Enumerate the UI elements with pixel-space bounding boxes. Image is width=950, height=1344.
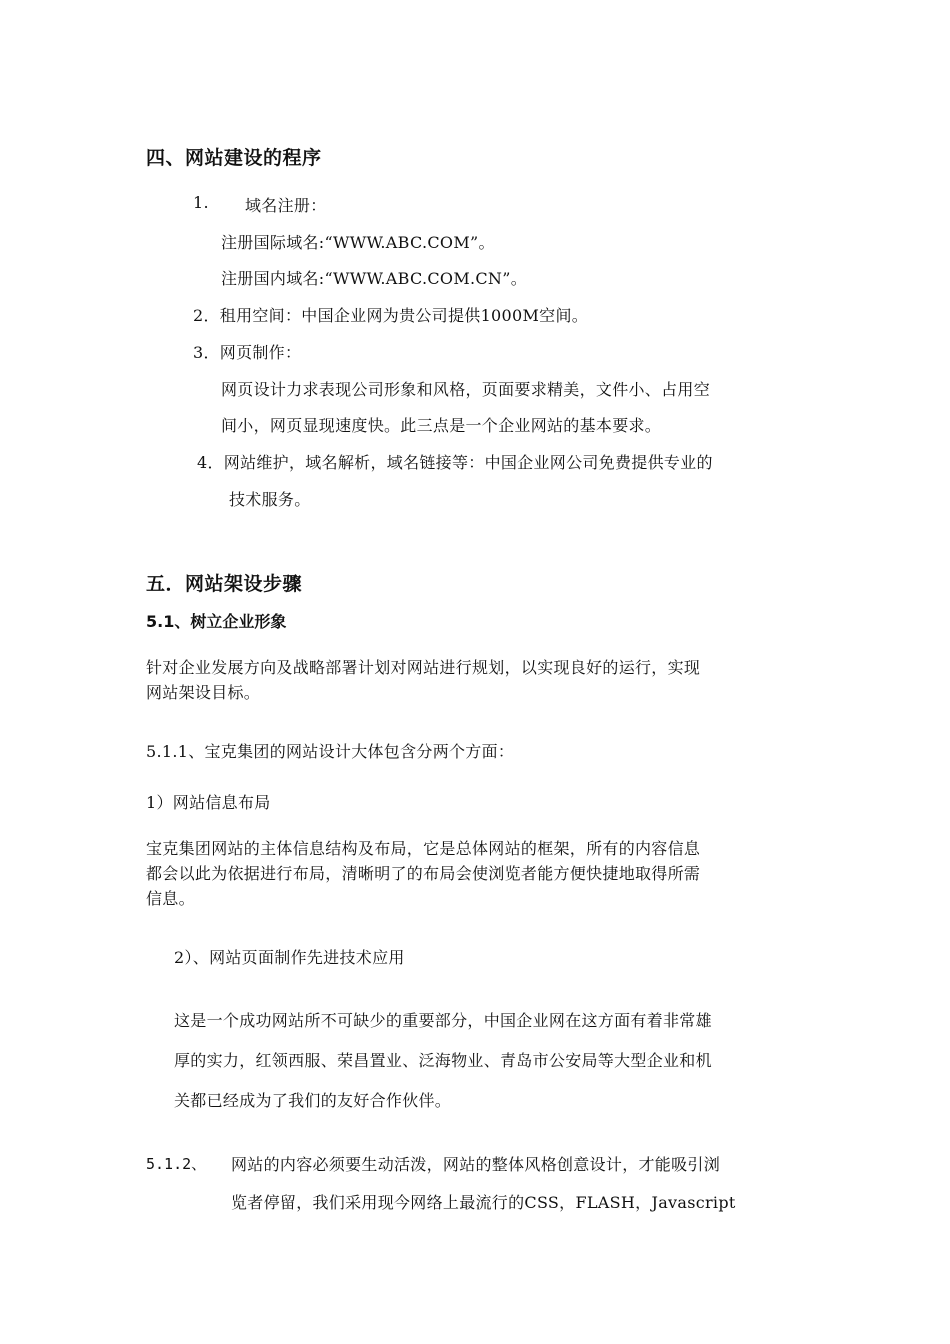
item-3-line-2: 间小，网页显现速度快。此三点是一个企业网站的基本要求。	[221, 416, 662, 435]
section-4-heading: 四、网站建设的程序	[146, 147, 322, 169]
item-1-cn-domain: 注册国内域名:“WWW.ABC.COM.CN”。	[221, 269, 528, 288]
item-4-line-2: 技术服务。	[229, 490, 311, 509]
point-2-line-3: 关都已经成为了我们的友好合作伙伴。	[174, 1091, 452, 1110]
point-1-line-3: 信息。	[146, 889, 195, 908]
item-1-number: 1.	[193, 193, 209, 212]
section-5-heading: 五．网站架设步骤	[146, 573, 303, 595]
para-5-1-line-1: 针对企业发展方向及战略部署计划对网站进行规划，以实现良好的运行，实现	[146, 658, 701, 677]
point-1-line-2: 都会以此为依据进行布局，清晰明了的布局会使浏览者能方便快捷地取得所需	[146, 864, 701, 883]
item-1-label: 域名注册：	[245, 196, 327, 215]
item-2-text: 2．租用空间：中国企业网为贵公司提供1000M空间。	[193, 306, 589, 325]
subsection-5-1-2-line-2: 览者停留，我们采用现今网络上最流行的CSS，FLASH，Javascript	[231, 1193, 736, 1212]
subsection-5-1-2-number: 5.1.2、	[146, 1155, 207, 1173]
point-1-heading: 1）网站信息布局	[146, 793, 271, 812]
point-1-line-1: 宝克集团网站的主体信息结构及布局，它是总体网站的框架，所有的内容信息	[146, 839, 701, 858]
subsection-5-1-heading: 5.1、树立企业形象	[146, 612, 287, 631]
point-2-line-1: 这是一个成功网站所不可缺少的重要部分，中国企业网在这方面有着非常雄	[174, 1011, 712, 1030]
point-2-line-2: 厚的实力，红领西服、荣昌置业、泛海物业、青岛市公安局等大型企业和机	[174, 1051, 712, 1070]
item-1-intl-domain: 注册国际域名:“WWW.ABC.COM”。	[221, 233, 495, 252]
item-4-line-1: 4．网站维护，域名解析，域名链接等：中国企业网公司免费提供专业的	[197, 453, 713, 472]
item-3-line-1: 网页设计力求表现公司形象和风格，页面要求精美，文件小、占用空	[221, 380, 711, 399]
para-5-1-line-2: 网站架设目标。	[146, 683, 261, 702]
subsection-5-1-1-heading: 5.1.1、宝克集团的网站设计大体包含分两个方面：	[146, 742, 515, 761]
subsection-5-1-2-line-1: 网站的内容必须要生动活泼，网站的整体风格创意设计，才能吸引浏	[231, 1155, 721, 1174]
point-2-heading: 2）、网站页面制作先进技术应用	[174, 948, 405, 967]
item-3-label: 3．网页制作：	[193, 343, 302, 362]
